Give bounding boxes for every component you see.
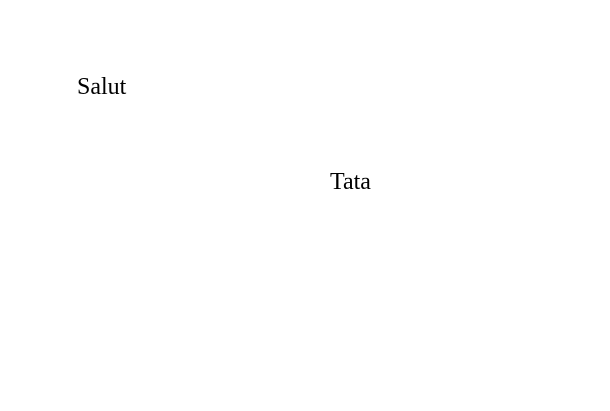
text-salut: Salut <box>77 74 127 100</box>
text-tata: Tata <box>330 169 371 195</box>
